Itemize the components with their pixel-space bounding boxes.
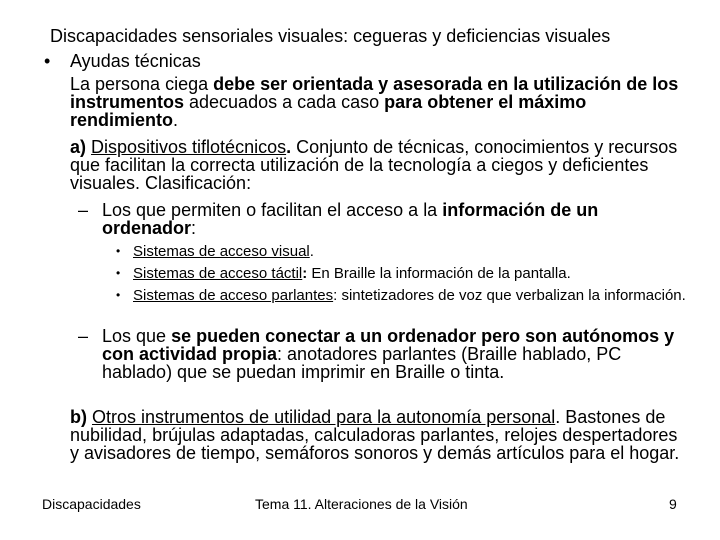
intro-text-1: La persona ciega bbox=[70, 74, 214, 94]
footer-course-name: Discapacidades bbox=[42, 496, 141, 512]
footer-topic: Tema 11. Alteraciones de la Visión bbox=[255, 496, 468, 512]
sub-bullet-marker: • bbox=[116, 266, 121, 280]
dash-1-bold: información de un ordenador bbox=[102, 200, 599, 238]
sub-item-rest: : sintetizadores de voz que verbalizan la información. bbox=[333, 287, 686, 304]
dash-2-text-1: Los que bbox=[102, 326, 172, 346]
dash-1-text-1: Los que permiten o facilitan el acceso a la bbox=[102, 200, 443, 220]
dash-item-text bbox=[102, 327, 690, 381]
section-a-paragraph bbox=[70, 138, 690, 192]
intro-paragraph bbox=[70, 75, 690, 129]
bullet-marker: • bbox=[44, 51, 51, 71]
dash-marker: – bbox=[78, 200, 89, 220]
sub-item-text bbox=[133, 288, 693, 303]
sub-item-rest: En Braille la información de la pantalla. bbox=[307, 265, 571, 282]
intro-text-3: . bbox=[173, 110, 179, 130]
section-a-title: Dispositivos tiflotécnicos bbox=[91, 137, 287, 157]
sub-item-rest: . bbox=[309, 243, 314, 260]
section-a-label: a) bbox=[70, 137, 92, 157]
sub-item-label: Sistemas de acceso parlantes bbox=[133, 287, 334, 304]
sub-item-colon: : bbox=[302, 265, 308, 282]
sub-item-text bbox=[133, 244, 693, 259]
sub-bullet-marker: • bbox=[116, 288, 121, 302]
sub-item-text bbox=[133, 266, 693, 281]
sub-bullet-marker: • bbox=[116, 244, 121, 258]
sub-item-label: Sistemas de acceso táctil bbox=[133, 265, 303, 282]
slide-title: Discapacidades sensoriales visuales: cegueras y deficiencias visuales bbox=[50, 26, 611, 46]
dash-2-bold: se pueden conectar a un ordenador pero son autónomos y con actividad propia bbox=[102, 326, 675, 364]
intro-bold-2: para obtener el máximo rendimiento bbox=[70, 92, 587, 130]
section-b-title: Otros instrumentos de utilidad para la autonomía personal bbox=[92, 407, 556, 427]
dash-item-text bbox=[102, 201, 690, 237]
footer-page-number: 9 bbox=[669, 496, 677, 512]
sub-item-label: Sistemas de acceso visual bbox=[133, 243, 310, 260]
intro-text-2: adecuados a cada caso bbox=[184, 92, 385, 112]
section-b-dot: . bbox=[555, 407, 561, 427]
section-b-paragraph bbox=[70, 408, 690, 462]
intro-bold-1: debe ser orientada y asesorada en la utilización de los instrumentos bbox=[70, 74, 679, 112]
dash-marker: – bbox=[78, 326, 89, 346]
section-b-text: Bastones de nubilidad, brújulas adaptadas, calculadoras parlantes, relojes despertadores y avisadores de tiempo, semáforos sonoros y demás artículos para el hogar. bbox=[70, 407, 680, 463]
section-b-label: b) bbox=[70, 407, 92, 427]
section-a-dot: . bbox=[286, 137, 292, 157]
section-a-text: Conjunto de técnicas, conocimientos y recursos que facilitan la correcta utilización de la tecnología a ciegos y deficientes visuales. Clasificación: bbox=[70, 137, 678, 193]
dash-2-text-2: : anotadores parlantes (Braille hablado, PC hablado) que se puedan imprimir en Braille o tinta. bbox=[102, 344, 622, 382]
dash-1-text-2: : bbox=[191, 218, 197, 238]
bullet-label: Ayudas técnicas bbox=[70, 51, 201, 71]
